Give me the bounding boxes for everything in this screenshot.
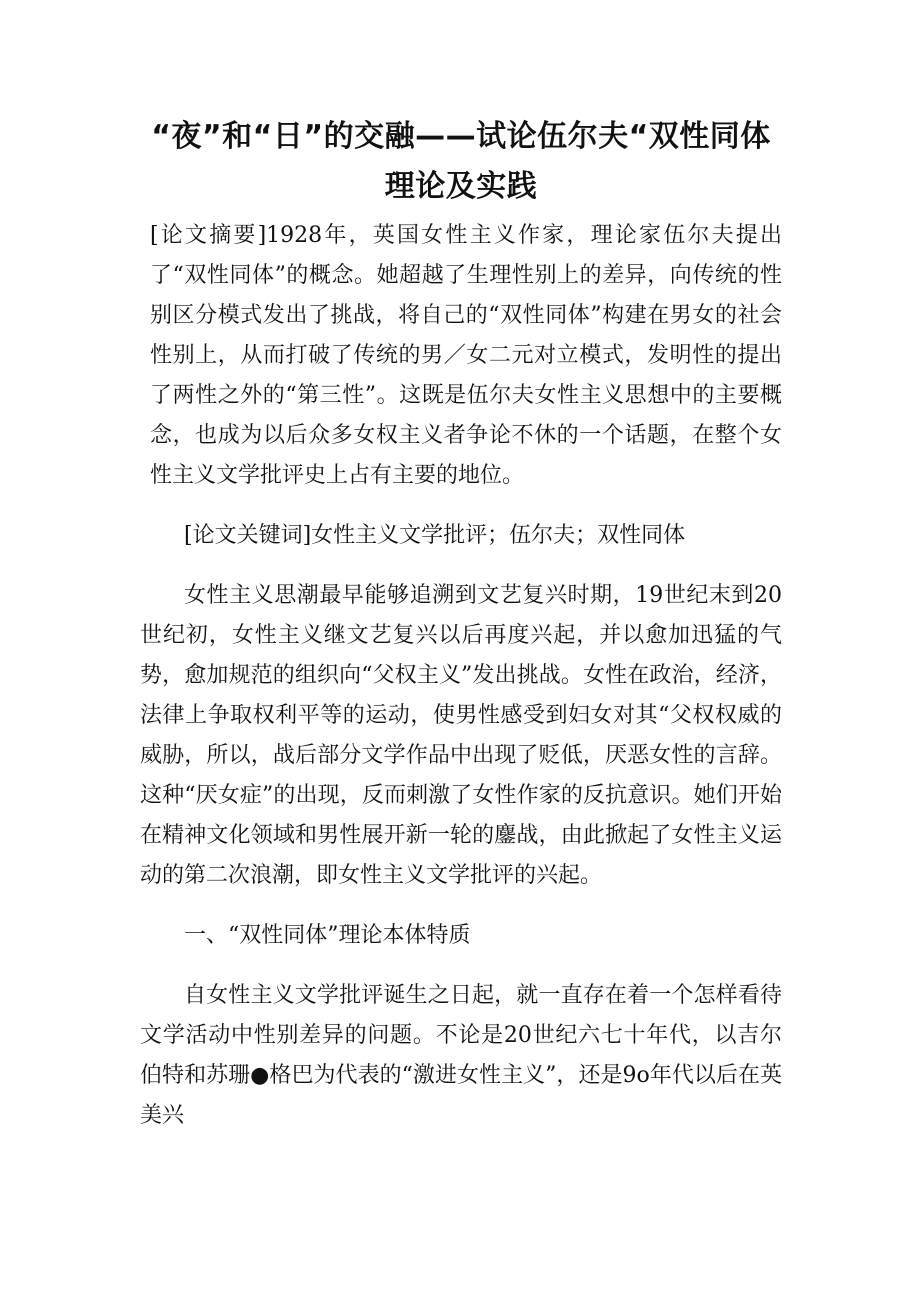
- keywords-paragraph: [论文关键词]女性主义文学批评；伍尔夫；双性同体: [184, 523, 686, 548]
- document-page: [140, 112, 782, 1136]
- document-title: “夜”和“日”的交融——试论伍尔夫“双性同体理论及实践: [151, 119, 771, 204]
- body-paragraph-1: 女性主义思潮最早能够追溯到文艺复兴时期，19世纪末到20世纪初，女性主义继文艺复兴以后再度兴起，并以愈加迅猛的气势，愈加规范的组织向“父权主义”发出挑战。女性在政治，经济，法律上争取权利平等的运动，使男性感受到妇女对其“父权权威的威胁，所以，战后部分文学作品中出现了贬低，厌恶女性的言辞。这种“厌女症”的出现，反而刺激了女性作家的反抗意识。她们开始在精神文化领域和男性展开新一轮的鏖战，由此掀起了女性主义运动的第二次浪潮，即女性主义文学批评的兴起。: [140, 583, 782, 888]
- abstract-paragraph: [论文摘要]1928年，英国女性主义作家，理论家伍尔夫提出了“双性同体”的概念。她超越了生理性别上的差异，向传统的性别区分模式发出了挑战，将自己的“双性同体”构建在男女的社会性别上，从而打破了传统的男／女二元对立模式，发明性的提出了两性之外的“第三性”。这既是伍尔夫女性主义思想中的主要概念，也成为以后众多女权主义者争论不休的一个话题，在整个女性主义文学批评史上占有主要的地位。: [150, 223, 782, 488]
- section-heading: 一、“双性同体”理论本体特质: [184, 923, 471, 948]
- body-paragraph-2: 自女性主义文学批评诞生之日起，就一直存在着一个怎样看待文学活动中性别差异的问题。不论是20世纪六七十年代，以吉尔伯特和苏珊●格巴为代表的“激进女性主义”，还是9o年代以后在英美兴: [140, 983, 782, 1128]
